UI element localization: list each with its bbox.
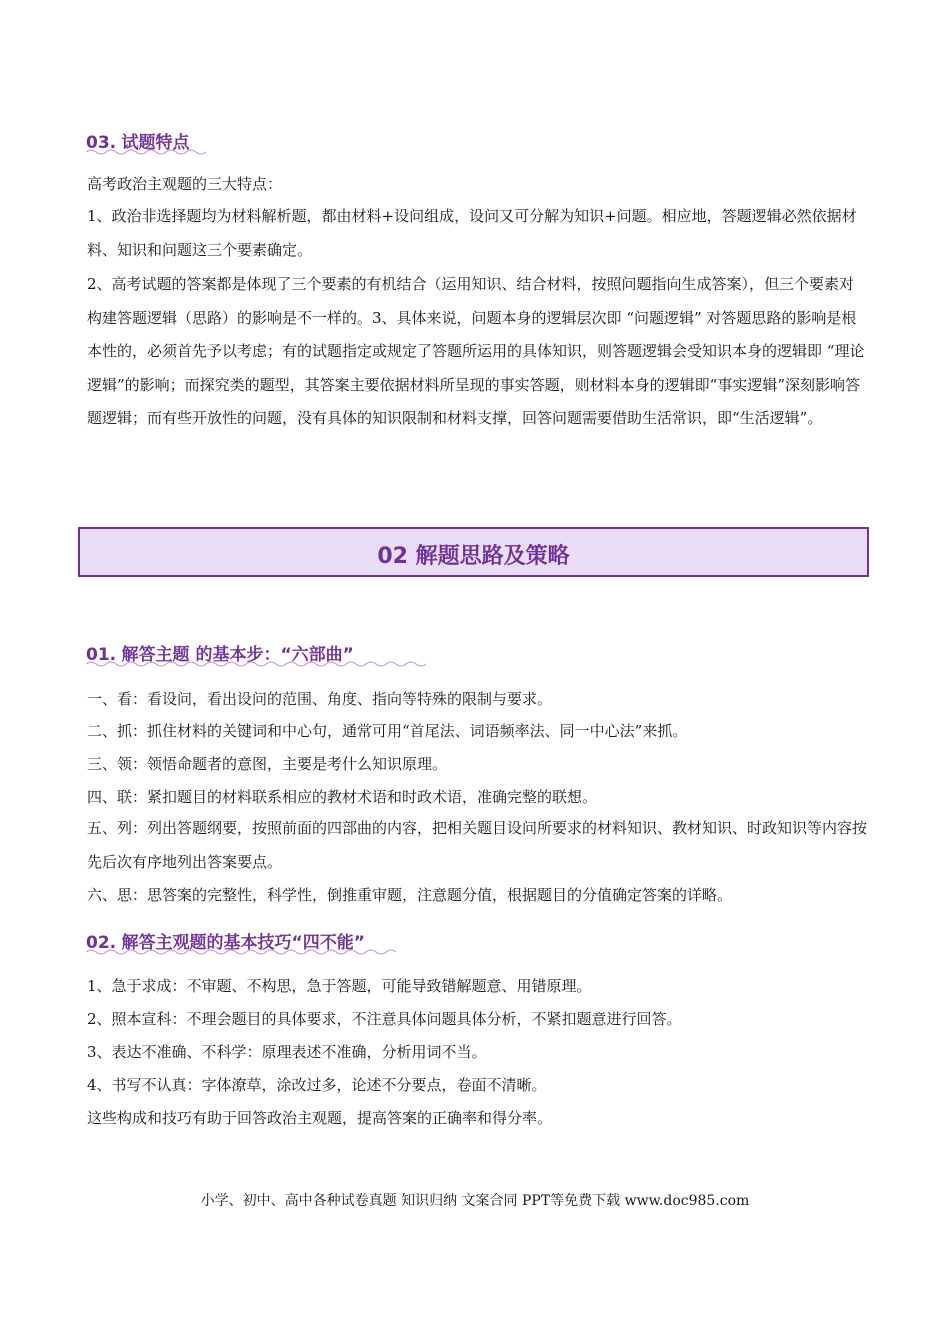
section03-paragraph-2: 2、高考试题的答案都是体现了三个要素的有机结合（运用知识、结合材料，按照问题指向生成答案），但三个要素对构建答题逻辑（思路）的影响是不一样的。3、具体来说，问题本身的逻辑层次即 “问题逻辑” 对答题思路的影响是根本性的，必须首先予以考虑；有的试题指定或规定了答题所运用的具体知识，则答题逻辑会受知识本身的逻辑即 “理论逻辑”的影响；而探究类的题型，其答案主要依据材料所呈现的事实答题，则材料本身的逻辑即“事实逻辑”深刻影响答题逻辑；而有些开放性的问题，没有具体的知识限制和材料支撑，回答问题需要借助生活常识，即“生活逻辑”。 — [87, 275, 865, 428]
heading-number: 01. — [86, 645, 117, 665]
step-line: 五、列：列出答题纲要，按照前面的四部曲的内容，把相关题目设问所要求的材料知识、教材知识、时政知识等内容按先后次有序地列出答案要点。 — [87, 819, 868, 871]
heading-title: 解答主观题的基本技巧“四不能” — [121, 933, 365, 953]
tip-line: 2、照本宣科：不理会题目的具体要求，不注意具体问题具体分析，不紧扣题意进行回答。 — [87, 1010, 682, 1028]
section03-paragraph-1: 1、政治非选择题均为材料解析题，都由材料+设问组成，设问又可分解为知识+问题。相应地，答题逻辑必然依据材料、知识和问题这三个要素确定。 — [87, 207, 857, 259]
section03-intro: 高考政治主观题的三大特点： — [87, 175, 283, 193]
heading-number: 03. — [86, 133, 117, 153]
section-banner — [78, 527, 869, 577]
banner-title: 02 解题思路及策略 — [377, 544, 570, 569]
subsection-heading-01 — [86, 640, 354, 666]
step-line: 二、抓：抓住材料的关键词和中心句，通常可用“首尾法、词语频率法、同一中心法”来抓。 — [87, 722, 688, 740]
subsection-heading-02 — [86, 928, 365, 954]
step-line: 六、思：思答案的完整性，科学性，倒推重审题，注意题分值，根据题目的分值确定答案的详略。 — [87, 886, 733, 904]
tip-line: 3、表达不准确、不科学：原理表述不准确，分析用词不当。 — [87, 1043, 487, 1061]
wavy-underline-icon — [86, 948, 396, 956]
heading-number: 02. — [86, 933, 117, 953]
step-line: 三、领：领悟命题者的意图，主要是考什么知识原理。 — [87, 755, 448, 773]
tip-line: 1、急于求成：不审题、不构思，急于答题，可能导致错解题意、用错原理。 — [87, 977, 592, 995]
heading-title: 试题特点 — [121, 133, 190, 153]
tip-line: 4、书写不认真：字体潦草，涂改过多，论述不分要点，卷面不清晰。 — [87, 1076, 547, 1094]
wavy-underline-icon — [86, 660, 426, 668]
section-heading-03 — [86, 128, 190, 154]
page-footer: 小学、初中、高中各种试卷真题 知识归纳 文案合同 PPT等免费下载 www.doc985.com — [200, 1193, 750, 1209]
heading-title: 解答主题 的基本步：“六部曲” — [121, 645, 354, 665]
step-line: 四、联：紧扣题目的材料联系相应的教材术语和时政术语，准确完整的联想。 — [87, 788, 598, 806]
wavy-underline-icon — [86, 148, 206, 156]
step-line: 一、看：看设问，看出设问的范围、角度、指向等特殊的限制与要求。 — [87, 690, 553, 708]
conclusion-line: 这些构成和技巧有助于回答政治主观题，提高答案的正确率和得分率。 — [87, 1109, 553, 1127]
